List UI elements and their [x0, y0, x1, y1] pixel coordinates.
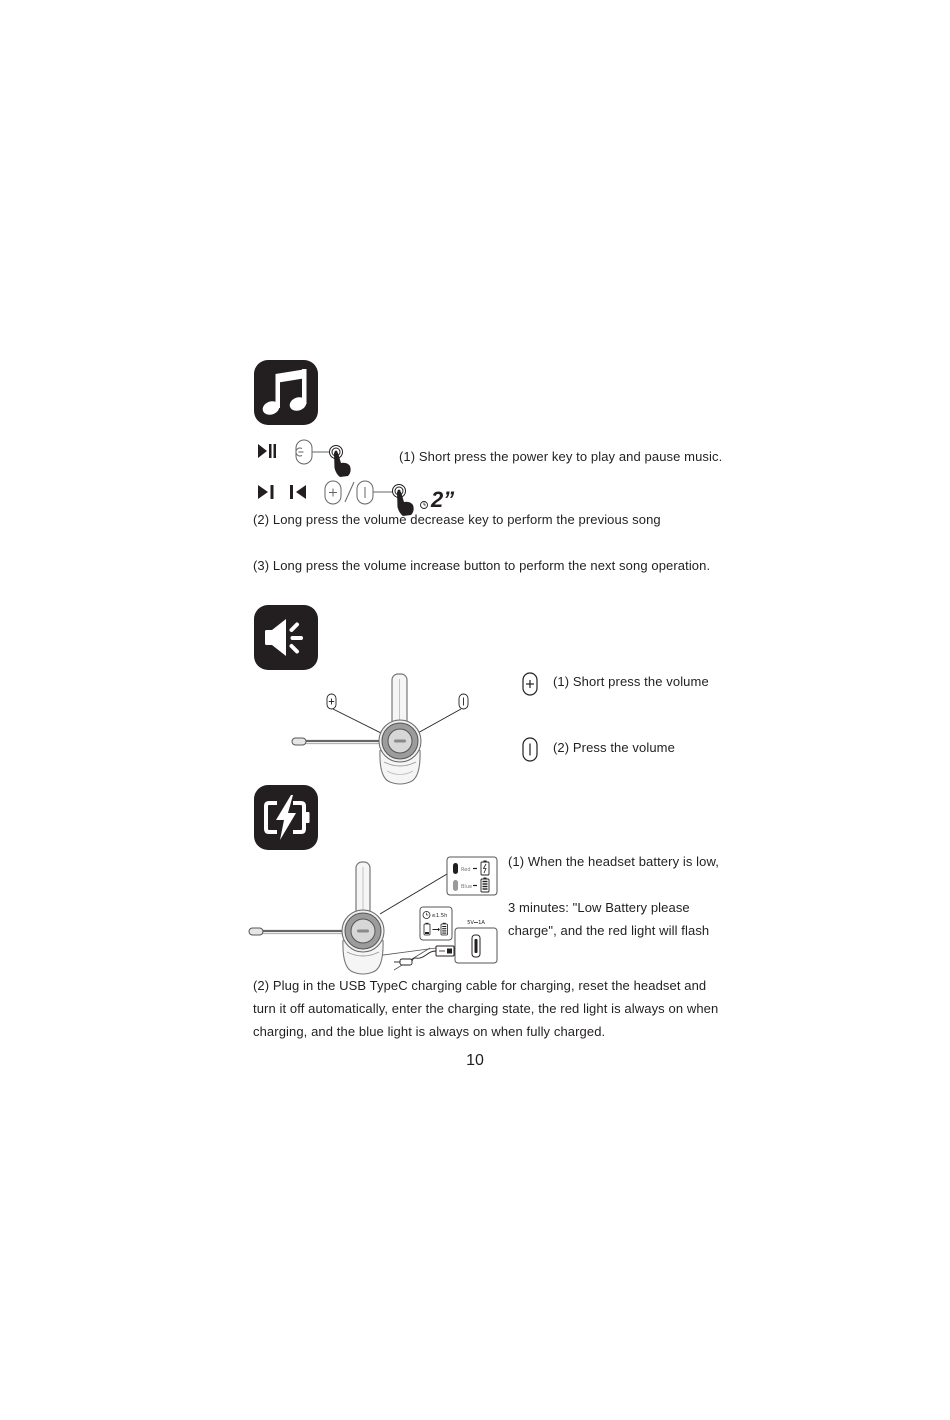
power-key-icon	[296, 440, 312, 464]
charge-time-panel	[420, 907, 452, 940]
usb-c-connector-icon	[394, 959, 412, 965]
power-key-press-illustration	[290, 436, 360, 478]
input-rating-label: 5V⎓1A	[467, 920, 485, 926]
mic-tip	[292, 738, 306, 745]
music-note-icon	[254, 360, 318, 425]
music-step-2: (2) Long press the volume decrease key to perform the previous song	[253, 512, 661, 527]
music-step-3: (3) Long press the volume increase button to perform the next song operation.	[253, 558, 711, 573]
finger-press-icon	[330, 446, 351, 478]
timer-icon	[421, 502, 428, 509]
volume-up-key-icon	[327, 694, 336, 709]
red-light	[453, 863, 458, 874]
ear-cup	[342, 910, 384, 952]
volume-down-key-icon	[357, 481, 373, 504]
usb-plug-icon	[436, 946, 454, 956]
blue-light-label: Blue	[461, 884, 473, 890]
volume-up-key-icon	[325, 481, 341, 504]
page-number: 10	[466, 1052, 484, 1069]
ear-cup	[379, 720, 421, 762]
headset-volume-illustration	[286, 670, 476, 788]
charging-step-1-line-2: 3 minutes: "Low Battery please	[508, 900, 690, 915]
charging-cable	[412, 951, 436, 961]
charging-step-2-line-3: charging, and the blue light is always on when fully charged.	[253, 1024, 606, 1039]
headset-charging-illustration	[244, 852, 502, 978]
charging-step-1-line-3: charge", and the red light will flash	[508, 923, 710, 938]
slash-divider	[345, 482, 354, 502]
red-light-label: Red	[461, 867, 471, 873]
hold-duration: 2”	[431, 487, 455, 512]
charge-time-label: ≤1.5h	[431, 913, 448, 919]
music-step-1: (1) Short press the power key to play and pause music.	[399, 449, 723, 464]
speaker-icon	[254, 605, 318, 670]
blue-light	[453, 880, 458, 891]
volume-down-key-icon	[522, 737, 538, 762]
battery-charging-icon	[254, 785, 318, 850]
volume-up-key-icon	[522, 672, 538, 696]
play-pause-icon	[258, 444, 277, 459]
next-track-icon	[258, 485, 275, 499]
charging-step-2-line-2: turn it off automatically, enter the charging state, the red light is always on when	[253, 1001, 719, 1016]
power-adapter	[455, 928, 497, 963]
volume-down-key-icon	[459, 694, 468, 709]
volume-step-2: (2) Press the volume	[553, 740, 675, 755]
previous-track-icon	[290, 485, 307, 499]
charging-step-2-line-1: (2) Plug in the USB TypeC charging cable for charging, reset the headset and	[253, 978, 707, 993]
volume-step-1: (1) Short press the volume	[553, 674, 709, 689]
indicator-light-panel	[447, 857, 497, 895]
charging-step-1-line-1: (1) When the headset battery is low,	[508, 854, 719, 869]
mic-tip	[249, 928, 263, 935]
